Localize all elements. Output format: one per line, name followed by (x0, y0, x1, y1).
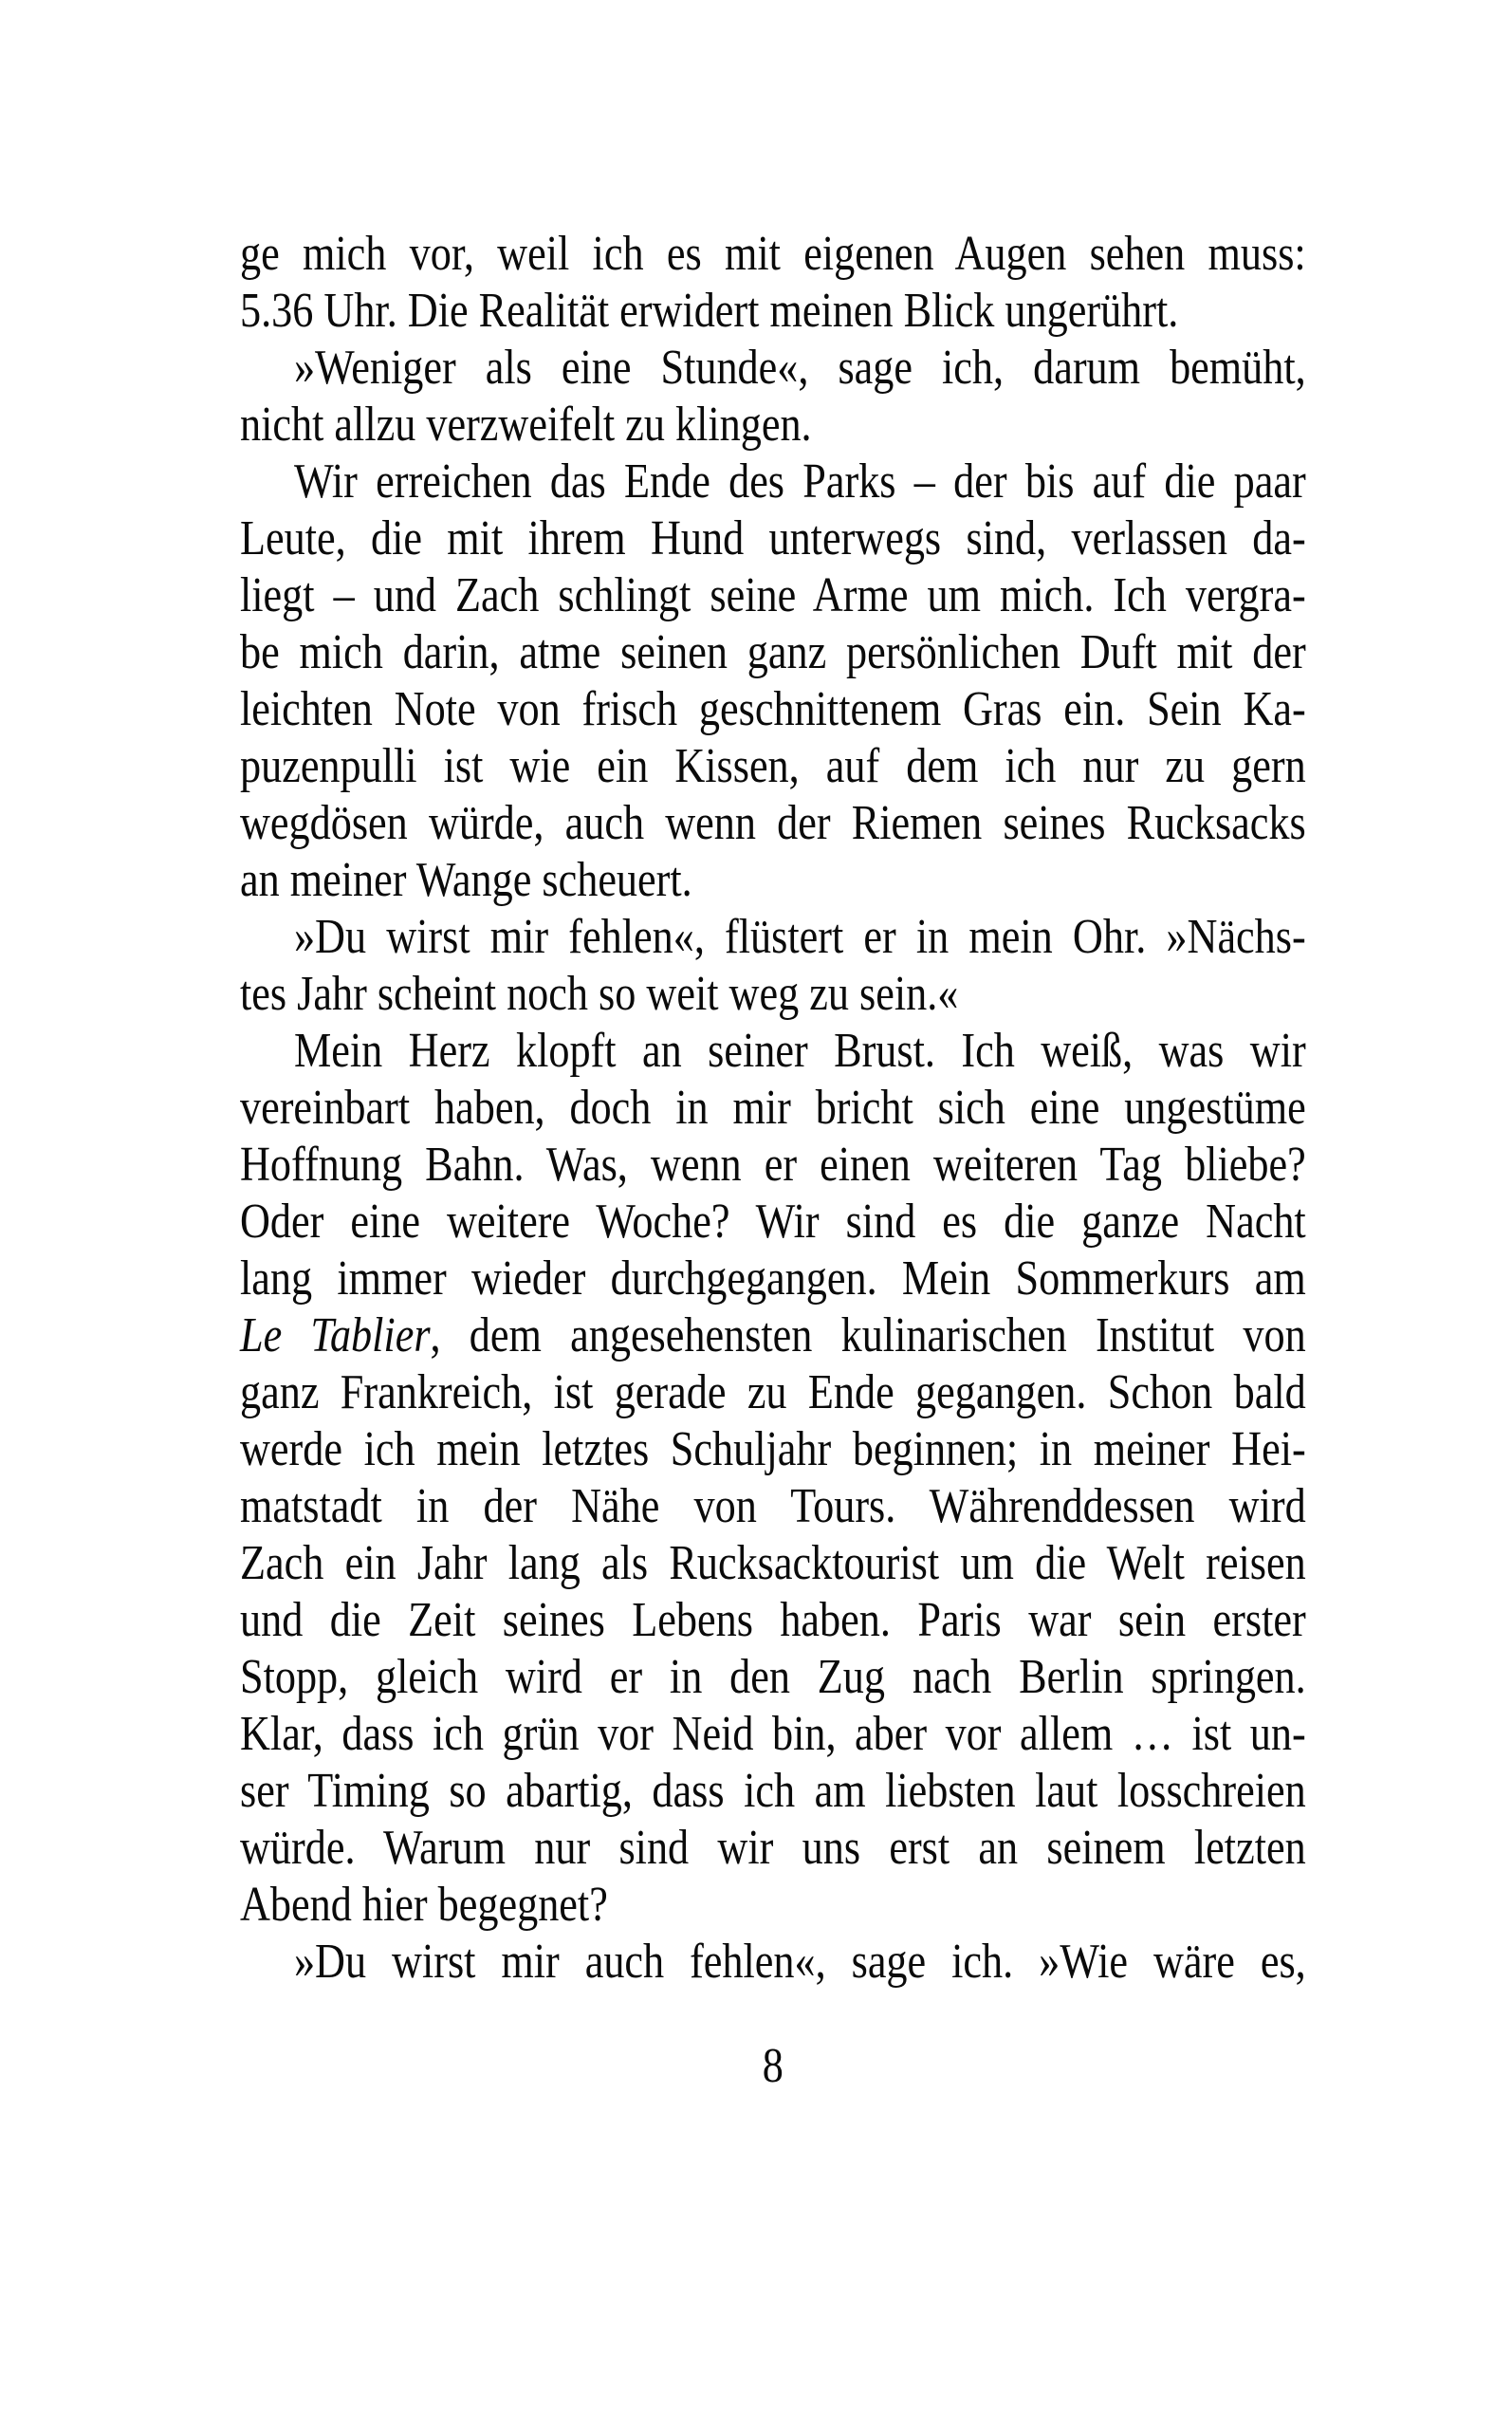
text-segment: an meiner Wange scheuert. (240, 853, 692, 907)
text-segment: tes Jahr scheint noch so weit weg zu sein.« (240, 967, 959, 1021)
text-segment: leichten Note von frisch geschnittenem Gras ein. Sein Ka- (240, 682, 1306, 736)
text-segment: vereinbart haben, doch in mir bricht sich eine ungestüme (240, 1081, 1306, 1135)
text-line (240, 1080, 1306, 1137)
body-text-block (240, 226, 1306, 2095)
text-segment: »Du wirst mir auch fehlen«, sage ich. »Wie wäre es, (293, 1935, 1306, 1989)
text-line (240, 1592, 1306, 1649)
text-segment: Leute, die mit ihrem Hund unterwegs sind, verlassen da- (240, 511, 1306, 565)
text-line (240, 1820, 1306, 1877)
text-line (240, 1478, 1306, 1535)
text-line (240, 1364, 1306, 1421)
text-segment: Abend hier begegnet? (240, 1878, 608, 1932)
text-line (240, 1194, 1306, 1251)
page-number: 8 (762, 2039, 784, 2093)
italic-text-segment: Le Tablier (240, 1308, 431, 1362)
text-segment: Oder eine weitere Woche? Wir sind es die ganze Nacht (240, 1195, 1306, 1249)
text-line (240, 1023, 1306, 1080)
text-segment: würde. Warum nur sind wir uns erst an seinem letzten (240, 1821, 1306, 1875)
text-segment: Zach ein Jahr lang als Rucksacktourist um die Welt reisen (240, 1536, 1306, 1590)
text-line (240, 795, 1306, 852)
text-line (240, 567, 1306, 624)
text-segment: 5.36 Uhr. Die Realität erwidert meinen Blick ungerührt. (240, 284, 1179, 338)
text-segment: matstadt in der Nähe von Tours. Währenddessen wird (240, 1479, 1306, 1533)
text-segment: wegdösen würde, auch wenn der Riemen seines Rucksacks (240, 796, 1306, 850)
text-segment: nicht allzu verzweifelt zu klingen. (240, 398, 812, 452)
text-line (240, 226, 1306, 283)
text-line (240, 909, 1306, 966)
text-segment: puzenpulli ist wie ein Kissen, auf dem ich nur zu gern (240, 739, 1306, 793)
text-segment: lang immer wieder durchgegangen. Mein Sommerkurs am (240, 1251, 1306, 1306)
text-line (240, 1877, 1306, 1934)
text-line (240, 1251, 1306, 1307)
text-segment: Mein Herz klopft an seiner Brust. Ich weiß, was wir (293, 1024, 1306, 1078)
text-line (240, 1763, 1306, 1820)
text-segment: Hoffnung Bahn. Was, wenn er einen weiteren Tag bliebe? (240, 1138, 1306, 1192)
text-line (240, 1535, 1306, 1592)
text-line (240, 1421, 1306, 1478)
text-segment: »Weniger als eine Stunde«, sage ich, darum bemüht, (293, 341, 1306, 395)
text-line (240, 852, 1306, 909)
text-line (240, 738, 1306, 795)
text-segment: ganz Frankreich, ist gerade zu Ende gegangen. Schon bald (240, 1365, 1306, 1419)
text-line (240, 1706, 1306, 1763)
text-segment: Klar, dass ich grün vor Neid bin, aber vor allem … ist un- (240, 1707, 1306, 1761)
text-segment: , dem angesehensten kulinarischen Institut von (430, 1308, 1306, 1362)
body-text-lines (240, 226, 1306, 1991)
text-line (240, 681, 1306, 738)
text-line (240, 340, 1306, 397)
text-segment: ge mich vor, weil ich es mit eigenen Augen sehen muss: (240, 227, 1306, 281)
text-segment: Wir erreichen das Ende des Parks – der bis auf die paar (293, 454, 1306, 509)
text-line (240, 1934, 1306, 1991)
text-segment: be mich darin, atme seinen ganz persönlichen Duft mit der (240, 625, 1306, 679)
text-line (240, 397, 1306, 454)
text-line (240, 1307, 1306, 1364)
text-segment: liegt – und Zach schlingt seine Arme um mich. Ich vergra- (240, 568, 1306, 622)
text-segment: ser Timing so abartig, dass ich am liebsten laut losschreien (240, 1764, 1306, 1818)
text-segment: werde ich mein letztes Schuljahr beginnen; in meiner Hei- (240, 1422, 1306, 1476)
text-segment: »Du wirst mir fehlen«, flüstert er in mein Ohr. »Nächs- (293, 910, 1306, 964)
text-line (240, 966, 1306, 1023)
text-line (240, 510, 1306, 567)
text-segment: und die Zeit seines Lebens haben. Paris war sein erster (240, 1593, 1306, 1647)
text-line (240, 283, 1306, 340)
text-segment: Stopp, gleich wird er in den Zug nach Berlin springen. (240, 1650, 1306, 1704)
text-line (240, 624, 1306, 681)
text-line (240, 1649, 1306, 1706)
text-line (240, 1137, 1306, 1194)
text-line (240, 454, 1306, 510)
